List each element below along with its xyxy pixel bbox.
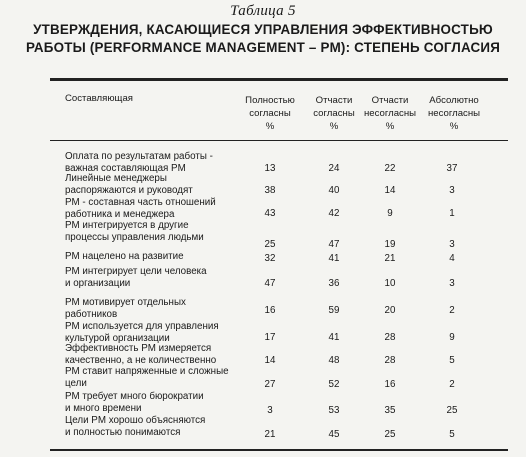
row-label-line: PM используется для управления	[65, 321, 219, 332]
table-cell-value: 9	[387, 208, 393, 219]
table-cell-value: 10	[384, 278, 396, 289]
row-label	[65, 197, 255, 222]
table-cell-value: 25	[264, 239, 276, 250]
table-cell-value: 59	[328, 305, 340, 316]
row-label	[65, 366, 255, 391]
row-label-line: PM интегрируется в другие	[65, 220, 189, 231]
table-cell-value: 9	[449, 332, 455, 343]
column-header-partly-agree-line-2: согласны	[313, 108, 355, 119]
table-cell-value: 21	[264, 429, 276, 440]
row-label-line: Эффективность PM измеряется	[65, 343, 212, 354]
column-header-fully-agree-line-2: согласны	[249, 108, 291, 119]
row-label-line: PM нацелено на развитие	[65, 251, 184, 262]
table-cell-value: 19	[384, 239, 396, 250]
row-label-line: работника и менеджера	[65, 209, 175, 221]
column-header-partly-disagree-line-1: Отчасти	[371, 95, 409, 106]
table-cell-value: 53	[328, 405, 340, 416]
row-label-line: и полностью понимаются	[65, 427, 181, 439]
table-cell-value: 37	[446, 163, 458, 174]
table-caption: Таблица 5	[230, 3, 296, 19]
table-cell-value: 47	[264, 278, 276, 289]
table-cell-value: 48	[328, 355, 340, 366]
row-label-line: качественно, а не количественно	[65, 355, 217, 367]
header-rule	[50, 140, 508, 141]
table-cell-value: 3	[267, 405, 273, 416]
top-rule	[50, 78, 508, 81]
table-cell-value: 14	[264, 355, 276, 366]
row-label-line: процессы управления людьми	[65, 232, 204, 244]
table-cell-value: 35	[384, 405, 396, 416]
table-cell-value: 47	[328, 239, 340, 250]
row-label	[65, 297, 255, 322]
table-cell-value: 3	[449, 278, 455, 289]
table-cell-value: 42	[328, 208, 340, 219]
table-cell-value: 3	[449, 239, 455, 250]
row-label	[65, 321, 255, 346]
table-cell-value: 28	[384, 355, 396, 366]
column-header-partly-agree-line-1: Отчасти	[315, 95, 353, 106]
table-cell-value: 52	[328, 379, 340, 390]
table-cell-value: 43	[264, 208, 276, 219]
column-header-fully-agree	[238, 94, 302, 133]
table-cell-value: 17	[264, 332, 276, 343]
row-label	[65, 415, 255, 440]
table-cell-value: 28	[384, 332, 396, 343]
row-label-line: работников	[65, 309, 118, 321]
table-cell-value: 36	[328, 278, 340, 289]
row-label-line: культурой организации	[65, 333, 170, 345]
row-label-line: распоряжаются и руководят	[65, 185, 193, 197]
column-header-fully-disagree-unit: %	[449, 121, 459, 132]
table-cell-value: 40	[328, 185, 340, 196]
bottom-rule	[50, 449, 508, 451]
table-cell-value: 1	[449, 208, 455, 219]
table-cell-value: 22	[384, 163, 396, 174]
table-cell-value: 16	[264, 305, 276, 316]
table-cell-value: 25	[446, 405, 458, 416]
row-label-line: PM интегрирует цели человека	[65, 266, 207, 277]
column-header-fully-disagree	[418, 94, 490, 133]
table-cell-value: 25	[384, 429, 396, 440]
row-label-line: PM требует много бюрократии	[65, 391, 204, 402]
table-cell-value: 45	[328, 429, 340, 440]
row-label-line: Линейные менеджеры	[65, 173, 167, 184]
column-header-fully-disagree-line-1: Абсолютно	[429, 95, 479, 106]
row-label	[65, 391, 255, 416]
row-label	[65, 220, 255, 245]
column-header-fully-disagree-line-2: несогласны	[427, 108, 481, 119]
row-label-line: Оплата по результатам работы -	[65, 151, 213, 162]
column-header-partly-disagree-line-2: несогласны	[363, 108, 417, 119]
table-title-line-2: РАБОТЫ (PERFORMANCE MANAGEMENT – PM): СТЕПЕНЬ СОГЛАСИЯ	[25, 40, 501, 55]
row-label	[65, 266, 255, 291]
table-cell-value: 21	[384, 253, 396, 264]
table-cell-value: 27	[264, 379, 276, 390]
table-cell-value: 3	[449, 185, 455, 196]
table-cell-value: 38	[264, 185, 276, 196]
column-header-fully-agree-unit: %	[265, 121, 275, 132]
table-cell-value: 14	[384, 185, 396, 196]
table-title-line-1: УТВЕРЖДЕНИЯ, КАСАЮЩИЕСЯ УПРАВЛЕНИЯ ЭФФЕКТИВНОСТЬЮ	[33, 22, 493, 37]
row-label-line: и много времени	[65, 403, 142, 415]
table-cell-value: 2	[449, 305, 455, 316]
column-header-component: Составляющая	[65, 93, 133, 104]
column-header-partly-disagree-unit: %	[385, 121, 395, 132]
row-label-line: Цели PM хорошо объясняются	[65, 415, 206, 426]
table-cell-value: 5	[449, 355, 455, 366]
table-cell-value: 16	[384, 379, 396, 390]
column-header-partly-agree	[302, 94, 366, 133]
row-label-line: PM мотивирует отдельных	[65, 297, 186, 308]
row-label	[65, 251, 255, 263]
row-label-line: и организации	[65, 278, 131, 290]
column-header-fully-agree-line-1: Полностью	[245, 95, 295, 106]
table-cell-value: 13	[264, 163, 276, 174]
row-label-line: PM ставит напряженные и сложные	[65, 366, 229, 377]
table-cell-value: 2	[449, 379, 455, 390]
row-label-line: цели	[65, 378, 87, 390]
table-cell-value: 20	[384, 305, 396, 316]
table-cell-value: 4	[449, 253, 455, 264]
row-label-line: PM - составная часть отношений	[65, 197, 216, 208]
table-cell-value: 32	[264, 253, 276, 264]
table-cell-value: 41	[328, 332, 340, 343]
column-header-partly-disagree	[358, 94, 422, 133]
row-label	[65, 151, 255, 176]
row-label-line: важная составляющая PM	[65, 163, 186, 175]
row-label	[65, 173, 255, 198]
column-header-partly-agree-unit: %	[329, 121, 339, 132]
row-label	[65, 343, 255, 368]
table-cell-value: 5	[449, 429, 455, 440]
table-cell-value: 41	[328, 253, 340, 264]
table-cell-value: 24	[328, 163, 340, 174]
